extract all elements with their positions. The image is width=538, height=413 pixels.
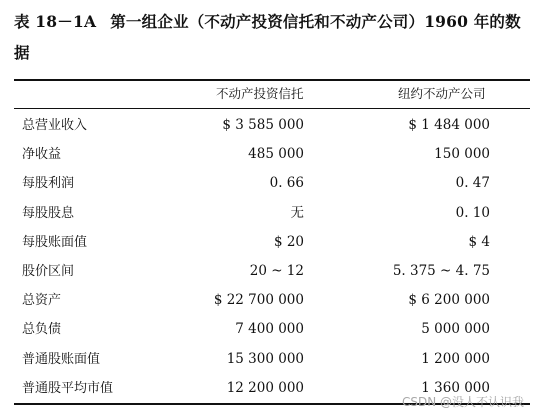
row-label: 股价区间	[22, 263, 75, 279]
table-row	[0, 111, 538, 140]
watermark: CSDN @没人不认识我	[401, 395, 524, 409]
value-reit: 20 ~ 12	[249, 262, 304, 279]
table-row	[0, 199, 538, 228]
column-header-reit: 不动产投资信托	[216, 86, 304, 101]
table-body	[0, 111, 538, 403]
value-reit: 15 300 000	[226, 350, 304, 367]
value-reit: $ 20	[273, 233, 304, 250]
table-row	[0, 345, 538, 374]
column-header-ny-realty: 纽约不动产公司	[398, 86, 486, 101]
value-ny-realty: 5. 375 ~ 4. 75	[392, 262, 490, 279]
table-row	[0, 228, 538, 257]
value-reit: 0. 66	[269, 175, 304, 192]
table-title: 第一组企业（不动产投资信托和不动产公司）1960 年的数据	[14, 12, 521, 62]
table-row	[0, 140, 538, 169]
row-label: 每股账面值	[22, 234, 88, 250]
table-header-rule	[14, 108, 530, 109]
row-label: 总资产	[22, 293, 62, 309]
row-label: 普通股账面值	[22, 351, 101, 367]
table-caption	[14, 6, 530, 68]
table-row	[0, 257, 538, 286]
value-reit: 485 000	[248, 146, 304, 163]
table-number: 表 18－1A	[14, 12, 97, 31]
row-label: 总营业收入	[22, 118, 88, 133]
value-reit: 无	[290, 204, 304, 221]
value-reit: $ 22 700 000	[213, 292, 304, 309]
value-ny-realty: 0. 10	[455, 204, 490, 221]
row-label: 普通股平均市值	[22, 380, 114, 396]
table-row	[0, 286, 538, 315]
row-label: 净收益	[22, 147, 62, 163]
table-row	[0, 315, 538, 344]
value-ny-realty: 1 360 000	[421, 379, 490, 396]
value-ny-realty: $ 6 200 000	[408, 292, 490, 309]
value-reit: $ 3 585 000	[222, 117, 304, 133]
value-reit: 12 200 000	[226, 379, 304, 396]
value-reit: 7 400 000	[235, 321, 304, 338]
row-label: 总负债	[22, 322, 62, 338]
value-ny-realty: $ 1 484 000	[408, 117, 490, 133]
value-ny-realty: 1 200 000	[421, 350, 490, 367]
value-ny-realty: $ 4	[468, 233, 490, 250]
table-top-rule	[14, 79, 530, 81]
value-ny-realty: 0. 47	[455, 175, 490, 192]
value-ny-realty: 5 000 000	[421, 321, 490, 338]
row-label: 每股利润	[22, 176, 75, 192]
row-label: 每股股息	[22, 205, 75, 221]
table-row	[0, 169, 538, 198]
value-ny-realty: 150 000	[434, 146, 490, 163]
